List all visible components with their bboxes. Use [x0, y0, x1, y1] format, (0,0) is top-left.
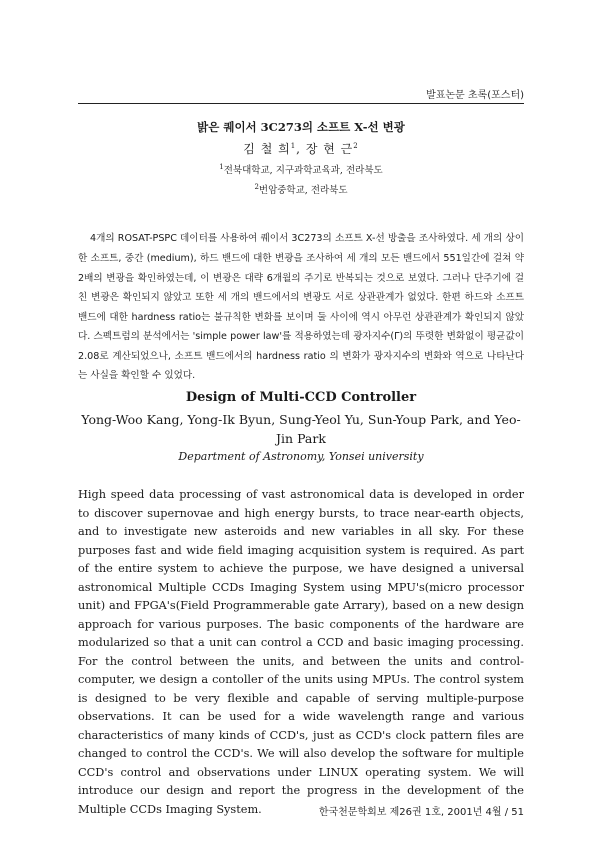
affil-marker: 1 — [219, 163, 224, 171]
running-header — [78, 86, 524, 104]
author-affil-marker: 2 — [353, 142, 359, 150]
korean-author-list — [78, 136, 524, 159]
english-affiliation: Department of Astronomy, Yonsei university — [178, 450, 424, 463]
author-name: 장 현 근 — [305, 142, 354, 156]
english-paper-title: Design of Multi-CCD Controller — [185, 390, 417, 405]
affil-marker: 2 — [254, 183, 259, 192]
journal-citation-footer: 한국천문학회보 제26권 1호, 2001년 4월 / 51 — [318, 807, 524, 818]
korean-paper-title: 밝은 퀘이서 3C273의 소프트 X-선 변광 — [197, 120, 405, 134]
english-abstract-text: High speed data processing of vast astronomical data is developed in order to discover supernovae and high energy bursts, to trace near-earth objects, and to investigate new asteroids and new variables in all sky. For these purposes fast and wide field imaging acquisition system is required. As part of the entire system to achieve the purpose, we have designed a universal astronomical Multiple CCDs Imaging System using MPU's(micro processor unit) and FPGA's(Field Programmerable gate Arrary), based on a new design approach for various purposes. The basic components of the hardware are modularized so that a unit can control a CCD and basic imaging processing. For the control between the units, and between the units and control-computer, we design a contoller of the units using MPUs. The control system is designed to be very flexible and capable of serving multiple-purpose observations. It can be used for a wide wavelength range and various characteristics of many kinds of CCD's, just as CCD's clock pattern files are changed to control the CCD's. We will also develop the software for multiple CCD's control and observations under LINUX operating system. We will introduce our design and report the progress in the development of the Multiple CCDs Imaging System. — [78, 488, 524, 816]
korean-abstract-block — [78, 118, 524, 386]
affiliation-text: 번암중학교, 전라북도 — [258, 185, 348, 197]
section-label: 발표논문 초록(포스터) — [426, 90, 524, 101]
english-abstract-block — [78, 388, 524, 819]
korean-affiliation — [78, 179, 524, 199]
author-separator: , — [296, 142, 306, 156]
korean-abstract-text: 4개의 ROSAT-PSPC 데이터를 사용하여 퀘이서 3C273의 소프트 X-선 방출을 조사하였다. 세 개의 상이한 소프트, 중간 (medium), 하드 밴드에 대한 변광을 조사하여 세 개의 모든 밴드에서 551일간에 걸쳐 약 2배의 변광을 확인하였는데, 이 변광은 대략 6개월의 주기로 반복되는 것으로 보였다. 그러나 단주기에 걸친 변광은 확인되지 않았고 또한 세 개의 밴드에서의 변광도 서로 상관관계가 없었다. 한편 하드와 소프트 밴드에 대한 hardness ratio는 불규칙한 변화를 보이며 둘 사이에 역시 아무런 상관관계가 확인되지 않았다. 스펙트럼의 분석에서는 'simple power law'를 적용하였는데 광자지수(Γ)의 뚜렷한 변화없이 평균값이 2.08로 계산되었으나, 소프트 밴드에서의 hardness ratio 의 변화가 광자지수의 변화와 역으로 나타난다는 사실을 확인할 수 있었다. — [78, 233, 524, 382]
author-affil-marker: 1 — [290, 142, 297, 150]
author-name: 김 철 희 — [243, 142, 291, 156]
english-author-list: Yong-Woo Kang, Yong-Ik Byun, Sung-Yeol Yu, Sun-Youp Park, and Yeo-Jin Park — [81, 412, 521, 446]
affiliation-text: 전북대학교, 지구과학교육과, 전라북도 — [223, 165, 383, 177]
korean-affiliation — [78, 159, 524, 179]
